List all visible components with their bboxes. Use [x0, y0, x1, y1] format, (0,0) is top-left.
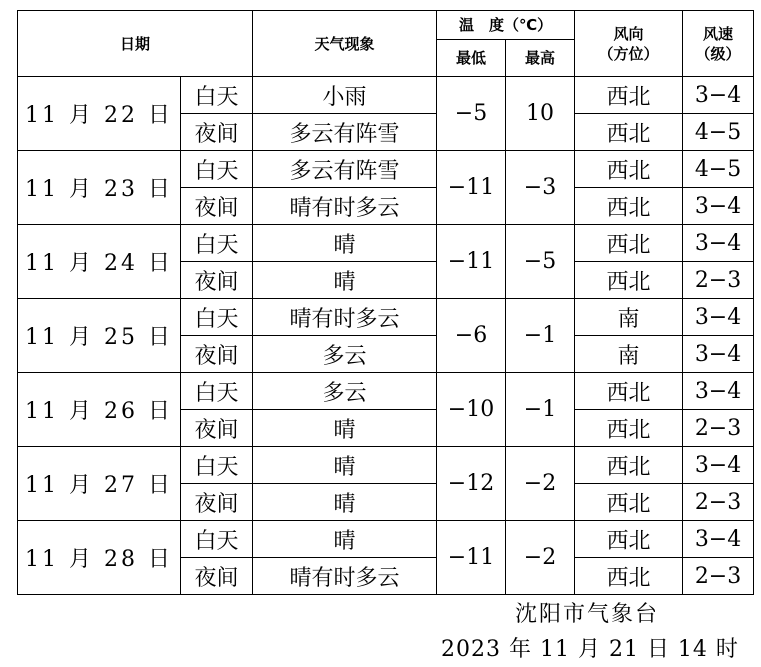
date-cell: 11 月 23 日	[18, 151, 181, 225]
issuing-office: 沈阳市气象台	[515, 602, 660, 627]
night-weather: 晴	[253, 262, 437, 299]
night-weather: 晴有时多云	[253, 188, 437, 225]
day-wind-speed: 3−4	[683, 521, 754, 558]
max-temp: −2	[506, 447, 575, 521]
day-label: 白天	[181, 151, 253, 188]
min-temp: −11	[437, 151, 506, 225]
day-weather: 小雨	[253, 77, 437, 114]
night-weather: 多云	[253, 336, 437, 373]
min-temp: −12	[437, 447, 506, 521]
night-weather: 晴有时多云	[253, 558, 437, 595]
night-wind-direction: 西北	[575, 558, 683, 595]
day-wind-direction: 西北	[575, 225, 683, 262]
night-label: 夜间	[181, 558, 253, 595]
day-wind-speed: 3−4	[683, 373, 754, 410]
issue-time: 2023 年 11 月 21 日 14 时	[441, 637, 739, 662]
table-row	[18, 225, 754, 262]
night-label: 夜间	[181, 262, 253, 299]
night-weather: 晴	[253, 484, 437, 521]
header-min-temp: 最低	[437, 40, 506, 77]
header-date: 日期	[18, 11, 253, 77]
forecast-table	[17, 10, 754, 595]
table-row	[18, 373, 754, 410]
day-label: 白天	[181, 447, 253, 484]
date-cell: 11 月 24 日	[18, 225, 181, 299]
day-wind-direction: 南	[575, 299, 683, 336]
day-label: 白天	[181, 225, 253, 262]
day-weather: 多云有阵雪	[253, 151, 437, 188]
day-wind-speed: 4−5	[683, 151, 754, 188]
day-weather: 多云	[253, 373, 437, 410]
forecast-rows	[18, 77, 754, 595]
header-wind-speed: 风速 （级）	[683, 11, 754, 77]
day-label: 白天	[181, 373, 253, 410]
max-temp: −5	[506, 225, 575, 299]
header-wind-direction: 风向 （方位）	[575, 11, 683, 77]
max-temp: −1	[506, 299, 575, 373]
min-temp: −11	[437, 225, 506, 299]
night-wind-speed: 2−3	[683, 262, 754, 299]
night-wind-direction: 南	[575, 336, 683, 373]
day-wind-direction: 西北	[575, 151, 683, 188]
night-label: 夜间	[181, 188, 253, 225]
night-label: 夜间	[181, 410, 253, 447]
day-wind-speed: 3−4	[683, 225, 754, 262]
night-wind-direction: 西北	[575, 188, 683, 225]
day-weather: 晴	[253, 225, 437, 262]
day-wind-speed: 3−4	[683, 447, 754, 484]
table-row	[18, 447, 754, 484]
night-wind-speed: 3−4	[683, 336, 754, 373]
date-cell: 11 月 26 日	[18, 373, 181, 447]
day-label: 白天	[181, 521, 253, 558]
night-label: 夜间	[181, 484, 253, 521]
date-cell: 11 月 25 日	[18, 299, 181, 373]
day-wind-direction: 西北	[575, 521, 683, 558]
day-label: 白天	[181, 77, 253, 114]
night-weather: 晴	[253, 410, 437, 447]
min-temp: −6	[437, 299, 506, 373]
date-cell: 11 月 22 日	[18, 77, 181, 151]
day-wind-speed: 3−4	[683, 299, 754, 336]
min-temp: −11	[437, 521, 506, 595]
day-label: 白天	[181, 299, 253, 336]
night-wind-direction: 西北	[575, 410, 683, 447]
day-wind-direction: 西北	[575, 77, 683, 114]
night-wind-speed: 2−3	[683, 484, 754, 521]
day-weather: 晴有时多云	[253, 299, 437, 336]
min-temp: −10	[437, 373, 506, 447]
day-wind-direction: 西北	[575, 373, 683, 410]
header-max-temp: 最高	[506, 40, 575, 77]
night-weather: 多云有阵雪	[253, 114, 437, 151]
day-weather: 晴	[253, 447, 437, 484]
max-temp: 10	[506, 77, 575, 151]
night-wind-speed: 4−5	[683, 114, 754, 151]
table-row	[18, 521, 754, 558]
max-temp: −1	[506, 373, 575, 447]
table-row	[18, 77, 754, 114]
max-temp: −2	[506, 521, 575, 595]
header-temperature: 温 度（℃）	[437, 11, 575, 40]
date-cell: 11 月 27 日	[18, 447, 181, 521]
day-wind-speed: 3−4	[683, 77, 754, 114]
night-label: 夜间	[181, 114, 253, 151]
night-wind-direction: 西北	[575, 262, 683, 299]
table-row	[18, 151, 754, 188]
night-wind-direction: 西北	[575, 114, 683, 151]
night-label: 夜间	[181, 336, 253, 373]
table-row	[18, 299, 754, 336]
day-weather: 晴	[253, 521, 437, 558]
day-wind-direction: 西北	[575, 447, 683, 484]
header-phenomenon: 天气现象	[253, 11, 437, 77]
min-temp: −5	[437, 77, 506, 151]
night-wind-speed: 3−4	[683, 188, 754, 225]
night-wind-speed: 2−3	[683, 410, 754, 447]
night-wind-direction: 西北	[575, 484, 683, 521]
date-cell: 11 月 28 日	[18, 521, 181, 595]
max-temp: −3	[506, 151, 575, 225]
night-wind-speed: 2−3	[683, 558, 754, 595]
